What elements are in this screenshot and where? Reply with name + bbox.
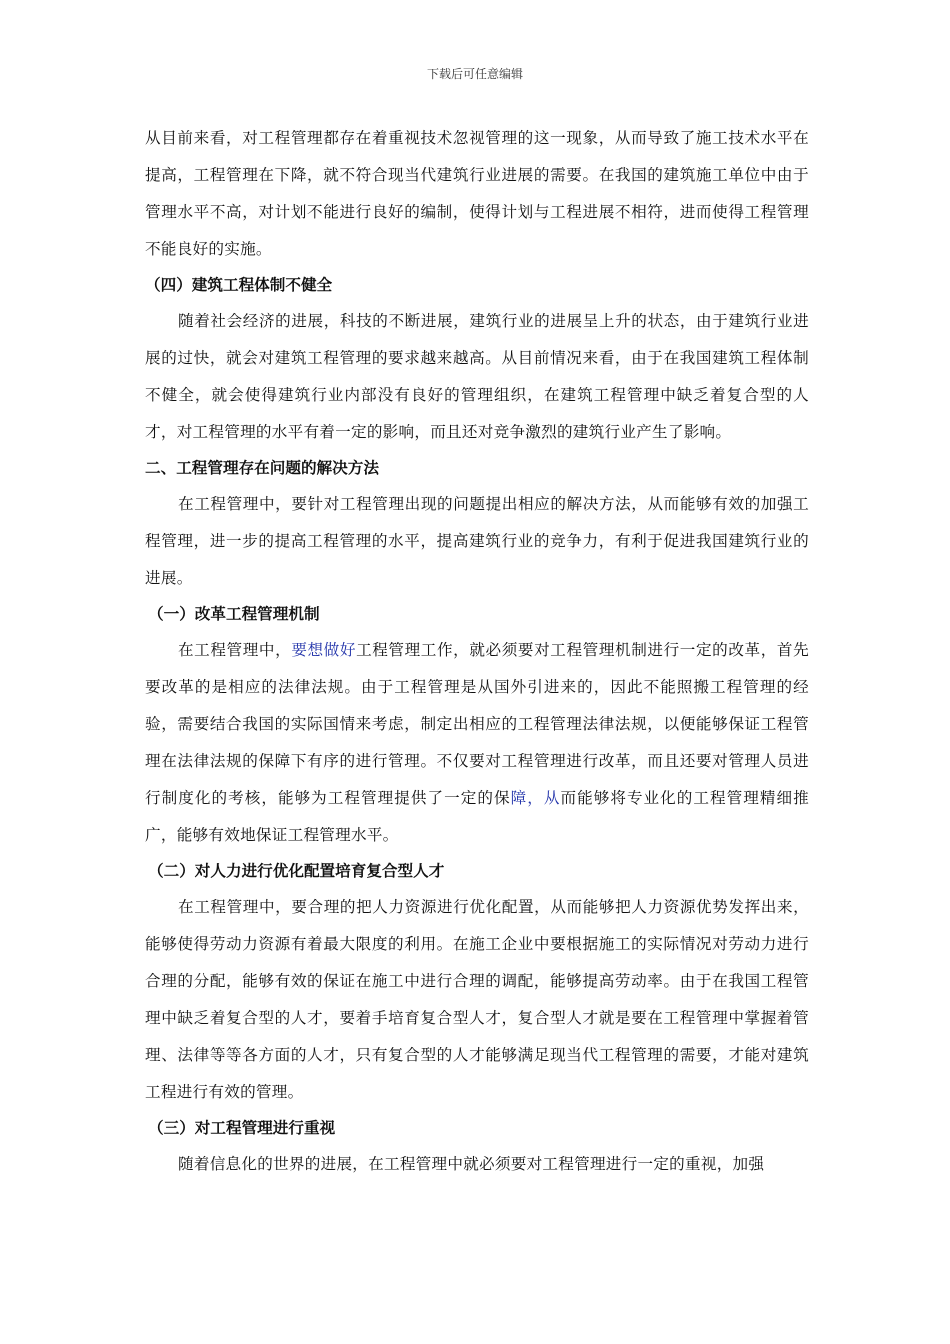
paragraph-6: 随着信息化的世界的进展，在工程管理中就必须要对工程管理进行一定的重视，加强 xyxy=(178,1155,765,1173)
document-body xyxy=(145,120,809,1183)
page-header: 下载后可任意编辑 xyxy=(426,67,523,81)
paragraph-4-link-2[interactable]: 障，从 xyxy=(510,789,561,807)
paragraph-4 xyxy=(145,632,809,854)
paragraph-2: 随着社会经济的进展，科技的不断进展，建筑行业的进展呈上升的状态，由于建筑行业进展的过快，就会对建筑工程管理的要求越来越高。从目前情况来看，由于在我国建筑工程体制不健全，就会使得建筑行业内部没有良好的管理组织，在建筑工程管理中缺乏着复合型的人才，对工程管理的水平有着一定的影响，而且还对竞争激烈的建筑行业产生了影响。 xyxy=(145,312,809,441)
heading-subsection-three: （三）对工程管理进行重视 xyxy=(148,1119,336,1137)
heading-subsection-two: （二）对人力进行优化配置培育复合型人才 xyxy=(148,862,445,880)
paragraph-4-text-b: 工程管理工作，就必须要对工程管理机制进行一定的改革，首先要改革的是相应的法律法规。由于工程管理是从国外引进来的，因此不能照搬工程管理的经验，需要结合我国的实际国情来考虑，制定出相应的工程管理法律法规，以便能够保证工程管理在法律法规的保障下有序的进行管理。不仅要对工程管理进行改革，而且还要对管理人员进行制度化的考核，能够为工程管理提供了一定的保 xyxy=(145,641,809,807)
paragraph-3: 在工程管理中，要针对工程管理出现的问题提出相应的解决方法，从而能够有效的加强工程管理，进一步的提高工程管理的水平，提高建筑行业的竞争力，有利于促进我国建筑行业的进展。 xyxy=(145,495,809,587)
paragraph-5: 在工程管理中，要合理的把人力资源进行优化配置，从而能够把人力资源优势发挥出来，能够使得劳动力资源有着最大限度的利用。在施工企业中要根据施工的实际情况对劳动力进行合理的分配，能够有效的保证在施工中进行合理的调配，能够提高劳动率。由于在我国工程管理中缺乏着复合型的人才，要着手培育复合型人才，复合型人才就是要在工程管理中掌握着管理、法律等等各方面的人才，只有复合型的人才能够满足现当代工程管理的需要，才能对建筑工程进行有效的管理。 xyxy=(145,898,809,1101)
paragraph-4-link-1[interactable]: 要想做好 xyxy=(291,641,357,659)
heading-section-four: （四）建筑工程体制不健全 xyxy=(145,276,333,294)
paragraph-1: 从目前来看，对工程管理都存在着重视技术忽视管理的这一现象，从而导致了施工技术水平在提高，工程管理在下降，就不符合现当代建筑行业进展的需要。在我国的建筑施工单位中由于管理水平不高，对计划不能进行良好的编制，使得计划与工程进展不相符，进而使得工程管理不能良好的实施。 xyxy=(145,129,809,258)
heading-subsection-one: （一）改革工程管理机制 xyxy=(148,605,320,623)
paragraph-4-text-c: 而能够将专业化的工程管理精细推广，能够有效地保证工程管理水平。 xyxy=(145,789,809,844)
paragraph-4-text-a: 在工程管理中， xyxy=(178,641,292,659)
heading-part-two: 二、工程管理存在问题的解决方法 xyxy=(145,459,379,477)
